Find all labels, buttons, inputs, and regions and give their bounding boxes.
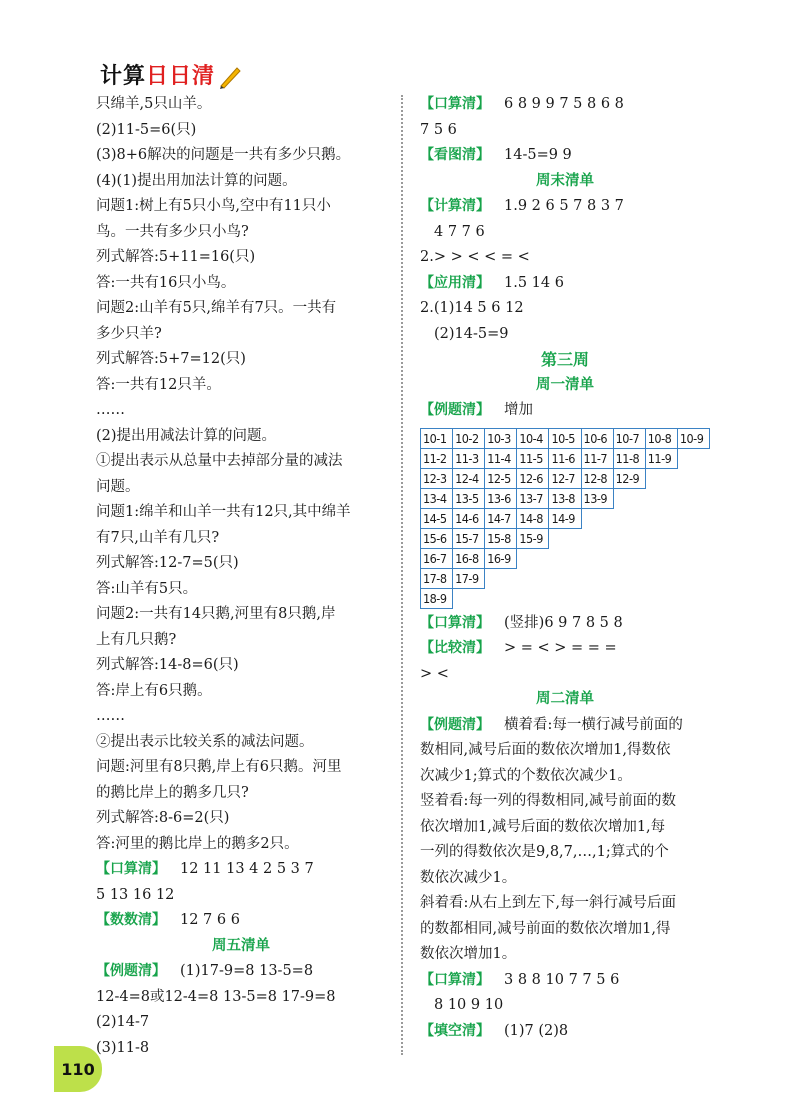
answer-text: 6 8 9 9 7 5 8 6 8: [504, 96, 624, 112]
text-line: ①提出表示从总量中去掉部分量的减法: [96, 453, 343, 469]
table-cell: 12-7: [549, 468, 581, 488]
table-row: [421, 548, 710, 568]
text-line: 斜着看:从右上到左下,每一斜行减号后面: [420, 895, 676, 911]
table-cell: 15-6: [421, 528, 453, 548]
section-title: 周五清单: [212, 937, 270, 954]
answer-line: 8 10 9 10: [434, 997, 504, 1013]
table-cell: 11-8: [613, 448, 645, 468]
empty-cell: [645, 548, 677, 568]
text-line: 列式解答:8-6=2(只): [96, 810, 230, 826]
answer-line: 5 13 16 12: [96, 886, 175, 903]
empty-cell: [549, 528, 581, 548]
section-label: 【例题清】: [420, 716, 490, 733]
text-line: 列式解答:5+7=12(只): [96, 351, 246, 367]
empty-cell: [645, 488, 677, 508]
empty-cell: [677, 508, 709, 528]
empty-cell: [613, 568, 645, 588]
empty-cell: [613, 548, 645, 568]
text-line: ……: [96, 402, 125, 418]
page-number: 110: [54, 1046, 102, 1092]
table-cell: 14-9: [549, 508, 581, 528]
table-row: [421, 528, 710, 548]
answer-text: 12 11 13 4 2 5 3 7: [180, 861, 314, 877]
table-cell: 10-1: [421, 428, 453, 448]
bijiao-line: [420, 636, 710, 662]
liti-line: [420, 713, 710, 739]
answer-text: (1)7 (2)8: [504, 1022, 569, 1039]
empty-cell: [453, 588, 485, 608]
table-cell: 10-7: [613, 428, 645, 448]
table-cell: 15-7: [453, 528, 485, 548]
empty-cell: [677, 468, 709, 488]
kousuan-line: [420, 968, 710, 994]
table-cell: 13-5: [453, 488, 485, 508]
empty-cell: [613, 528, 645, 548]
section-label: 【例题清】: [96, 963, 166, 979]
empty-cell: [485, 568, 517, 588]
section-label: 【比较清】: [420, 640, 490, 656]
kousuan-line: [420, 611, 710, 637]
table-cell: 13-8: [549, 488, 581, 508]
table-cell: 10-4: [517, 428, 549, 448]
empty-cell: [549, 548, 581, 568]
text-line: 问题:河里有8只鹅,岸上有6只鹅。河里: [96, 759, 342, 775]
left-column: [96, 92, 386, 1061]
text-line: 问题1:绵羊和山羊一共有12只,其中绵羊: [96, 504, 351, 520]
answer-line: (3)11-8: [96, 1039, 150, 1056]
pen-icon: [217, 64, 243, 90]
text-line: 问题。: [96, 478, 140, 495]
answer-text: 1.5 14 6: [504, 274, 564, 291]
logo: [100, 60, 243, 90]
answer-text: (1)17-9=8 13-5=8: [180, 963, 314, 979]
text-line: 的鹅比岸上的鹅多几只?: [96, 784, 249, 801]
table-cell: 12-4: [453, 468, 485, 488]
empty-cell: [613, 488, 645, 508]
section-title: 周一清单: [536, 376, 594, 393]
kantu-line: [420, 143, 710, 169]
table-cell: 15-9: [517, 528, 549, 548]
text-line: 问题1:树上有5只小鸟,空中有11只小: [96, 198, 331, 214]
table-cell: 17-8: [421, 568, 453, 588]
text-line: 依次增加1,减号后面的数依次增加1,每: [420, 818, 666, 835]
text-line: 列式解答:14-8=6(只): [96, 657, 239, 673]
text-line: 多少只羊?: [96, 325, 162, 342]
answer-line: (2)14-5=9: [434, 325, 509, 342]
text-line: 问题2:山羊有5只,绵羊有7只。一共有: [96, 300, 337, 316]
table-cell: 10-2: [453, 428, 485, 448]
empty-cell: [677, 488, 709, 508]
answer-line: 4 7 7 6: [434, 223, 485, 240]
answer-text: > = < > = = =: [504, 640, 617, 656]
table-cell: 11-7: [581, 448, 613, 468]
empty-cell: [517, 588, 549, 608]
table-cell: 12-3: [421, 468, 453, 488]
table-cell: 10-9: [677, 428, 709, 448]
text-line: 数依次减少1。: [420, 869, 517, 886]
right-column: [420, 92, 710, 1044]
answer-text: 12 7 6 6: [180, 912, 240, 928]
table-cell: 12-9: [613, 468, 645, 488]
empty-cell: [645, 508, 677, 528]
table-cell: 14-8: [517, 508, 549, 528]
section-label: 【口算清】: [420, 96, 490, 112]
empty-cell: [645, 528, 677, 548]
text-line: ……: [96, 708, 125, 724]
text-line: 竖着看:每一列的得数相同,减号前面的数: [420, 793, 676, 809]
table-cell: 12-8: [581, 468, 613, 488]
text-line: 答:一共有12只羊。: [96, 376, 221, 393]
text-line: 答:一共有16只小鸟。: [96, 274, 236, 291]
empty-cell: [677, 588, 709, 608]
section-label: 【应用清】: [420, 274, 490, 291]
answer-text: (竖排)6 9 7 8 5 8: [504, 614, 623, 631]
kousuan-line: [420, 92, 710, 118]
text-line: (2)11-5=6(只): [96, 121, 197, 138]
text-line: 答:岸上有6只鹅。: [96, 682, 212, 699]
column-divider: [401, 95, 403, 1055]
section-label: 【例题清】: [420, 402, 490, 418]
answer-line: 2.(1)14 5 6 12: [420, 300, 524, 316]
table-cell: 15-8: [485, 528, 517, 548]
empty-cell: [581, 548, 613, 568]
table-cell: 11-9: [645, 448, 677, 468]
subtraction-table: [420, 428, 710, 609]
yingyong-line: [420, 271, 710, 297]
text-line: 列式解答:5+11=16(只): [96, 249, 256, 265]
shushu-line: [96, 908, 386, 934]
empty-cell: [517, 568, 549, 588]
answer-line: (2)14-7: [96, 1014, 150, 1030]
table-cell: 11-2: [421, 448, 453, 468]
text-line: 数相同,减号后面的数依次增加1,得数依: [420, 742, 671, 758]
answer-line: 12-4=8或12-4=8 13-5=8 17-9=8: [96, 988, 336, 1005]
table-cell: 13-9: [581, 488, 613, 508]
liti-line: [420, 398, 710, 424]
text-line: 上有几只鹅?: [96, 631, 177, 648]
jisuan-line: [420, 194, 710, 220]
table-row: [421, 568, 710, 588]
answer-text: 14-5=9 9: [504, 147, 572, 163]
empty-cell: [613, 588, 645, 608]
empty-cell: [517, 548, 549, 568]
answer-text: 横着看:每一横行减号前面的: [504, 716, 683, 733]
section-label: 【看图清】: [420, 147, 490, 163]
table-cell: 11-6: [549, 448, 581, 468]
text-line: 答:山羊有5只。: [96, 580, 198, 597]
text-line: ②提出表示比较关系的减法问题。: [96, 733, 314, 750]
empty-cell: [549, 568, 581, 588]
text-line: 鸟。一共有多少只小鸟?: [96, 223, 249, 240]
answer-text: 增加: [504, 402, 533, 418]
section-title: 周二清单: [536, 691, 594, 707]
section-label: 【计算清】: [420, 198, 490, 214]
empty-cell: [677, 528, 709, 548]
table-cell: 11-4: [485, 448, 517, 468]
table-cell: 14-7: [485, 508, 517, 528]
empty-cell: [677, 448, 709, 468]
text-line: (4)(1)提出用加法计算的问题。: [96, 172, 297, 189]
section-title: 周末清单: [536, 172, 594, 189]
answer-line: 7 5 6: [420, 121, 457, 138]
table-cell: 18-9: [421, 588, 453, 608]
table-cell: 16-8: [453, 548, 485, 568]
section-label: 【口算清】: [420, 971, 490, 988]
text-line: (2)提出用减法计算的问题。: [96, 427, 277, 444]
text-line: 有7只,山羊有几只?: [96, 529, 220, 546]
empty-cell: [581, 508, 613, 528]
empty-cell: [645, 468, 677, 488]
empty-cell: [677, 548, 709, 568]
empty-cell: [581, 528, 613, 548]
text-line: 一列的得数依次是9,8,7,…,1;算式的个: [420, 844, 669, 860]
empty-cell: [549, 588, 581, 608]
text-line: 次减少1;算式的个数依次减少1。: [420, 767, 632, 784]
answer-text: 1.9 2 6 5 7 8 3 7: [504, 198, 624, 214]
answer-text: 3 8 8 10 7 7 5 6: [504, 971, 620, 988]
table-cell: 10-5: [549, 428, 581, 448]
tiankong-line: [420, 1019, 710, 1045]
table-row: [421, 488, 710, 508]
logo-text: 计算日日清: [100, 64, 216, 89]
table-cell: 16-9: [485, 548, 517, 568]
table-row: [421, 448, 710, 468]
answer-line: 2.> > < < = <: [420, 249, 530, 265]
table-cell: 10-3: [485, 428, 517, 448]
table-cell: 16-7: [421, 548, 453, 568]
table-cell: 13-4: [421, 488, 453, 508]
table-row: [421, 468, 710, 488]
table-cell: 11-5: [517, 448, 549, 468]
empty-cell: [645, 568, 677, 588]
empty-cell: [645, 588, 677, 608]
week-title: 第三周: [540, 350, 589, 369]
kousuan-line: [96, 857, 386, 883]
text-line: (3)8+6解决的问题是一共有多少只鹅。: [96, 147, 351, 163]
table-cell: 14-5: [421, 508, 453, 528]
section-label: 【口算清】: [420, 614, 490, 631]
table-row: [421, 428, 710, 448]
empty-cell: [613, 508, 645, 528]
section-label: 【填空清】: [420, 1022, 490, 1039]
empty-cell: [677, 568, 709, 588]
empty-cell: [485, 588, 517, 608]
section-label: 【口算清】: [96, 861, 166, 877]
table-cell: 12-6: [517, 468, 549, 488]
text-line: 列式解答:12-7=5(只): [96, 555, 239, 571]
table-cell: 13-6: [485, 488, 517, 508]
text-line: 问题2:一共有14只鹅,河里有8只鹅,岸: [96, 606, 336, 622]
text-line: 答:河里的鹅比岸上的鹅多2只。: [96, 835, 299, 852]
table-cell: 10-8: [645, 428, 677, 448]
table-cell: 13-7: [517, 488, 549, 508]
table-row: [421, 508, 710, 528]
text-line: 的数都相同,减号前面的数依次增加1,得: [420, 920, 671, 937]
section-label: 【数数清】: [96, 912, 166, 928]
answer-line: > <: [420, 665, 449, 682]
text-line: 数依次增加1。: [420, 946, 517, 962]
table-row: [421, 588, 710, 608]
table-cell: 14-6: [453, 508, 485, 528]
liti-line: [96, 959, 386, 985]
empty-cell: [581, 588, 613, 608]
table-cell: 10-6: [581, 428, 613, 448]
empty-cell: [581, 568, 613, 588]
text-line: 只绵羊,5只山羊。: [96, 96, 212, 112]
table-cell: 12-5: [485, 468, 517, 488]
table-cell: 17-9: [453, 568, 485, 588]
table-cell: 11-3: [453, 448, 485, 468]
